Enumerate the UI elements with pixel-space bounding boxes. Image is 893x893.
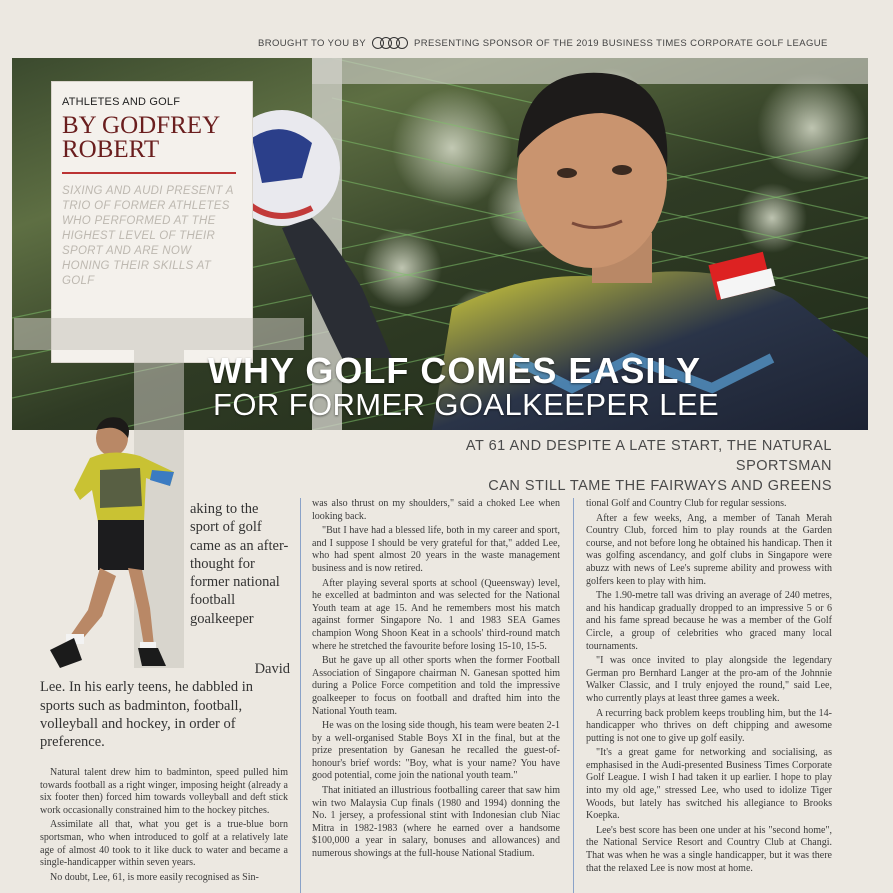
author-line-2: ROBERT — [62, 136, 160, 163]
body-column-1 — [40, 767, 288, 886]
standfirst — [380, 436, 832, 496]
col1-para: Assimilate all that, what you get is a true-blue born sportsman, who when introduced to golf at a relatively late age of almost 40 took to it like duck to water and became a single-handicapper within seven years. — [40, 819, 288, 869]
col3-para: Lee's best score has been one under at his "second home", the National Service Resort and Country Club at Changi. That was when he was a single handicapper, but it was there that the relaxed Lee is now most at home. — [586, 824, 832, 874]
col2-para: was also thrust on my shoulders," said a choked Lee when looking back. — [312, 498, 560, 522]
audi-rings-logo — [372, 37, 408, 49]
col3-para: "I was once invited to play alongside the legendary German pro Bernhard Langer at the pro-am of the Johnnie Walker Classic, and I truly enjoyed the round," said Lee, who currently plays at least three games a week. — [586, 655, 832, 704]
col2-para: That initiated an illustrious footballing career that saw him win two Malaysia Cup finals (1980 and 1994) donning the No. 1 jersey, a professional stint with Indonesian club Niac Mitra in 1982-1983 (where he earned over a handsome $100,000 a year in salary, bonuses and allowances) and numerous showings at the full-house National Stadium. — [312, 785, 560, 860]
col1-para: Natural talent drew him to badminton, speed pulled him towards football as a right winger, imposing height (already a six footer then) forced him towards volleyball and deft stick work occasionally constrained him to the hockey pitches. — [40, 767, 288, 816]
body-column-2 — [312, 498, 560, 863]
lede-wide-text: Lee. In his early teens, he dabbled in sports such as badminton, football, volleyball and hockey, in order of preference. — [40, 679, 253, 751]
col3-para: After a few weeks, Ang, a member of Tanah Merah Country Club, forced him to play rounds at the Garden course, and not before long he obtained his handicap. Then it was golfing ascendancy, and golf clubs in Singapore were abuzz with news of Lee's supreme ability and prowess with golfers keen to play with him. — [586, 512, 832, 587]
sponsor-strip — [258, 34, 858, 52]
lede-wide — [40, 660, 290, 751]
author-name — [62, 114, 242, 162]
col3-para: tional Golf and Country Club for regular sessions. — [586, 498, 787, 509]
column-rule-2 — [573, 498, 574, 893]
section-kicker: ATHLETES AND GOLF — [62, 96, 181, 108]
red-rule — [62, 172, 236, 174]
headline-line-2: FOR FORMER GOALKEEPER LEE — [213, 387, 720, 422]
standfirst-line-1: AT 61 AND DESPITE A LATE START, THE NATURAL SPORTSMAN — [465, 438, 832, 474]
standfirst-line-2: CAN STILL TAME THE FAIRWAYS AND GREENS — [488, 478, 832, 494]
col1-para: No doubt, Lee, 61, is more easily recognised as Sin- — [50, 871, 259, 883]
lede-narrow: aking to the sport of golf came as an after-thought for former national football goalkeeper — [190, 501, 289, 627]
sponsor-text-after: PRESENTING SPONSOR OF THE 2019 BUSINESS TIMES CORPORATE GOLF LEAGUE — [413, 37, 828, 49]
col2-para: But he gave up all other sports when the former Football Association of Singapore chairman N. Ganesan spotted him during a Police Force competition and told the impressive goalkeeper to focus on football and drafted him into the National Youth team. — [312, 655, 560, 717]
body-column-3 — [586, 498, 832, 877]
col2-para: "But I have had a blessed life, both in my career and sport, and I suppose I should be very grateful for that," added Lee, who had spent almost 20 years in the waste management business and is now retired. — [312, 525, 560, 574]
goalkeeper-action-photo — [40, 410, 190, 680]
col3-para: The 1.90-metre tall was driving an average of 240 metres, and his handicap gradually dropped to an impressive 5 or 6 and his fame spread because he was a member of the Golf Circle, a group of celebrities who graced many local tournaments. — [586, 590, 832, 652]
series-blurb: SIXING AND AUDI PRESENT A TRIO OF FORMER ATHLETES WHO PERFORMED AT THE HIGHEST LEVEL OF THEIR SPORT AND ARE NOW HONING THEIR SKILLS AT GOLF — [62, 185, 234, 287]
col2-para: After playing several sports at school (Queensway) level, he excelled at badminton and was selected for the National Youth team at age 15. And he remembers most his match against former Singapore No. 1 and 1983 SEA Games champion Wong Shoon Keat in a schools' third-round match where he stretched the favourite before losing 15-10, 15-5. — [312, 577, 560, 652]
col3-para: "It's a great game for networking and socialising, as emphasised in the Audi-presented Business Times Corporate Golf League. I wish I had taken it up earlier. I hope to play into my old age," stressed Lee, who used to idolize Tiger Woods, but lately has switched his allegiance to Brooks Koepka. — [586, 747, 832, 822]
headline-line-1: WHY GOLF COMES EASILY — [208, 350, 702, 391]
lede-name: David — [254, 661, 290, 677]
sponsor-text-before: BROUGHT TO YOU BY — [258, 37, 366, 49]
col3-para: A recurring back problem keeps troubling him, but the 14-handicapper who thrives on deft chipping and awesome putting is not one to give up golf easily. — [586, 707, 832, 744]
col2-para: He was on the losing side though, his team were beaten 2-1 by a well-organised Stable Boys XI in the final, but at the prize presentation by Ganesan he recalled the guest-of-honour's brief words: "Boy, what is your name? You have good potential, come join the national youth team." — [312, 720, 560, 782]
column-rule-1 — [300, 498, 301, 893]
author-line-1: BY GODFREY — [62, 112, 221, 139]
